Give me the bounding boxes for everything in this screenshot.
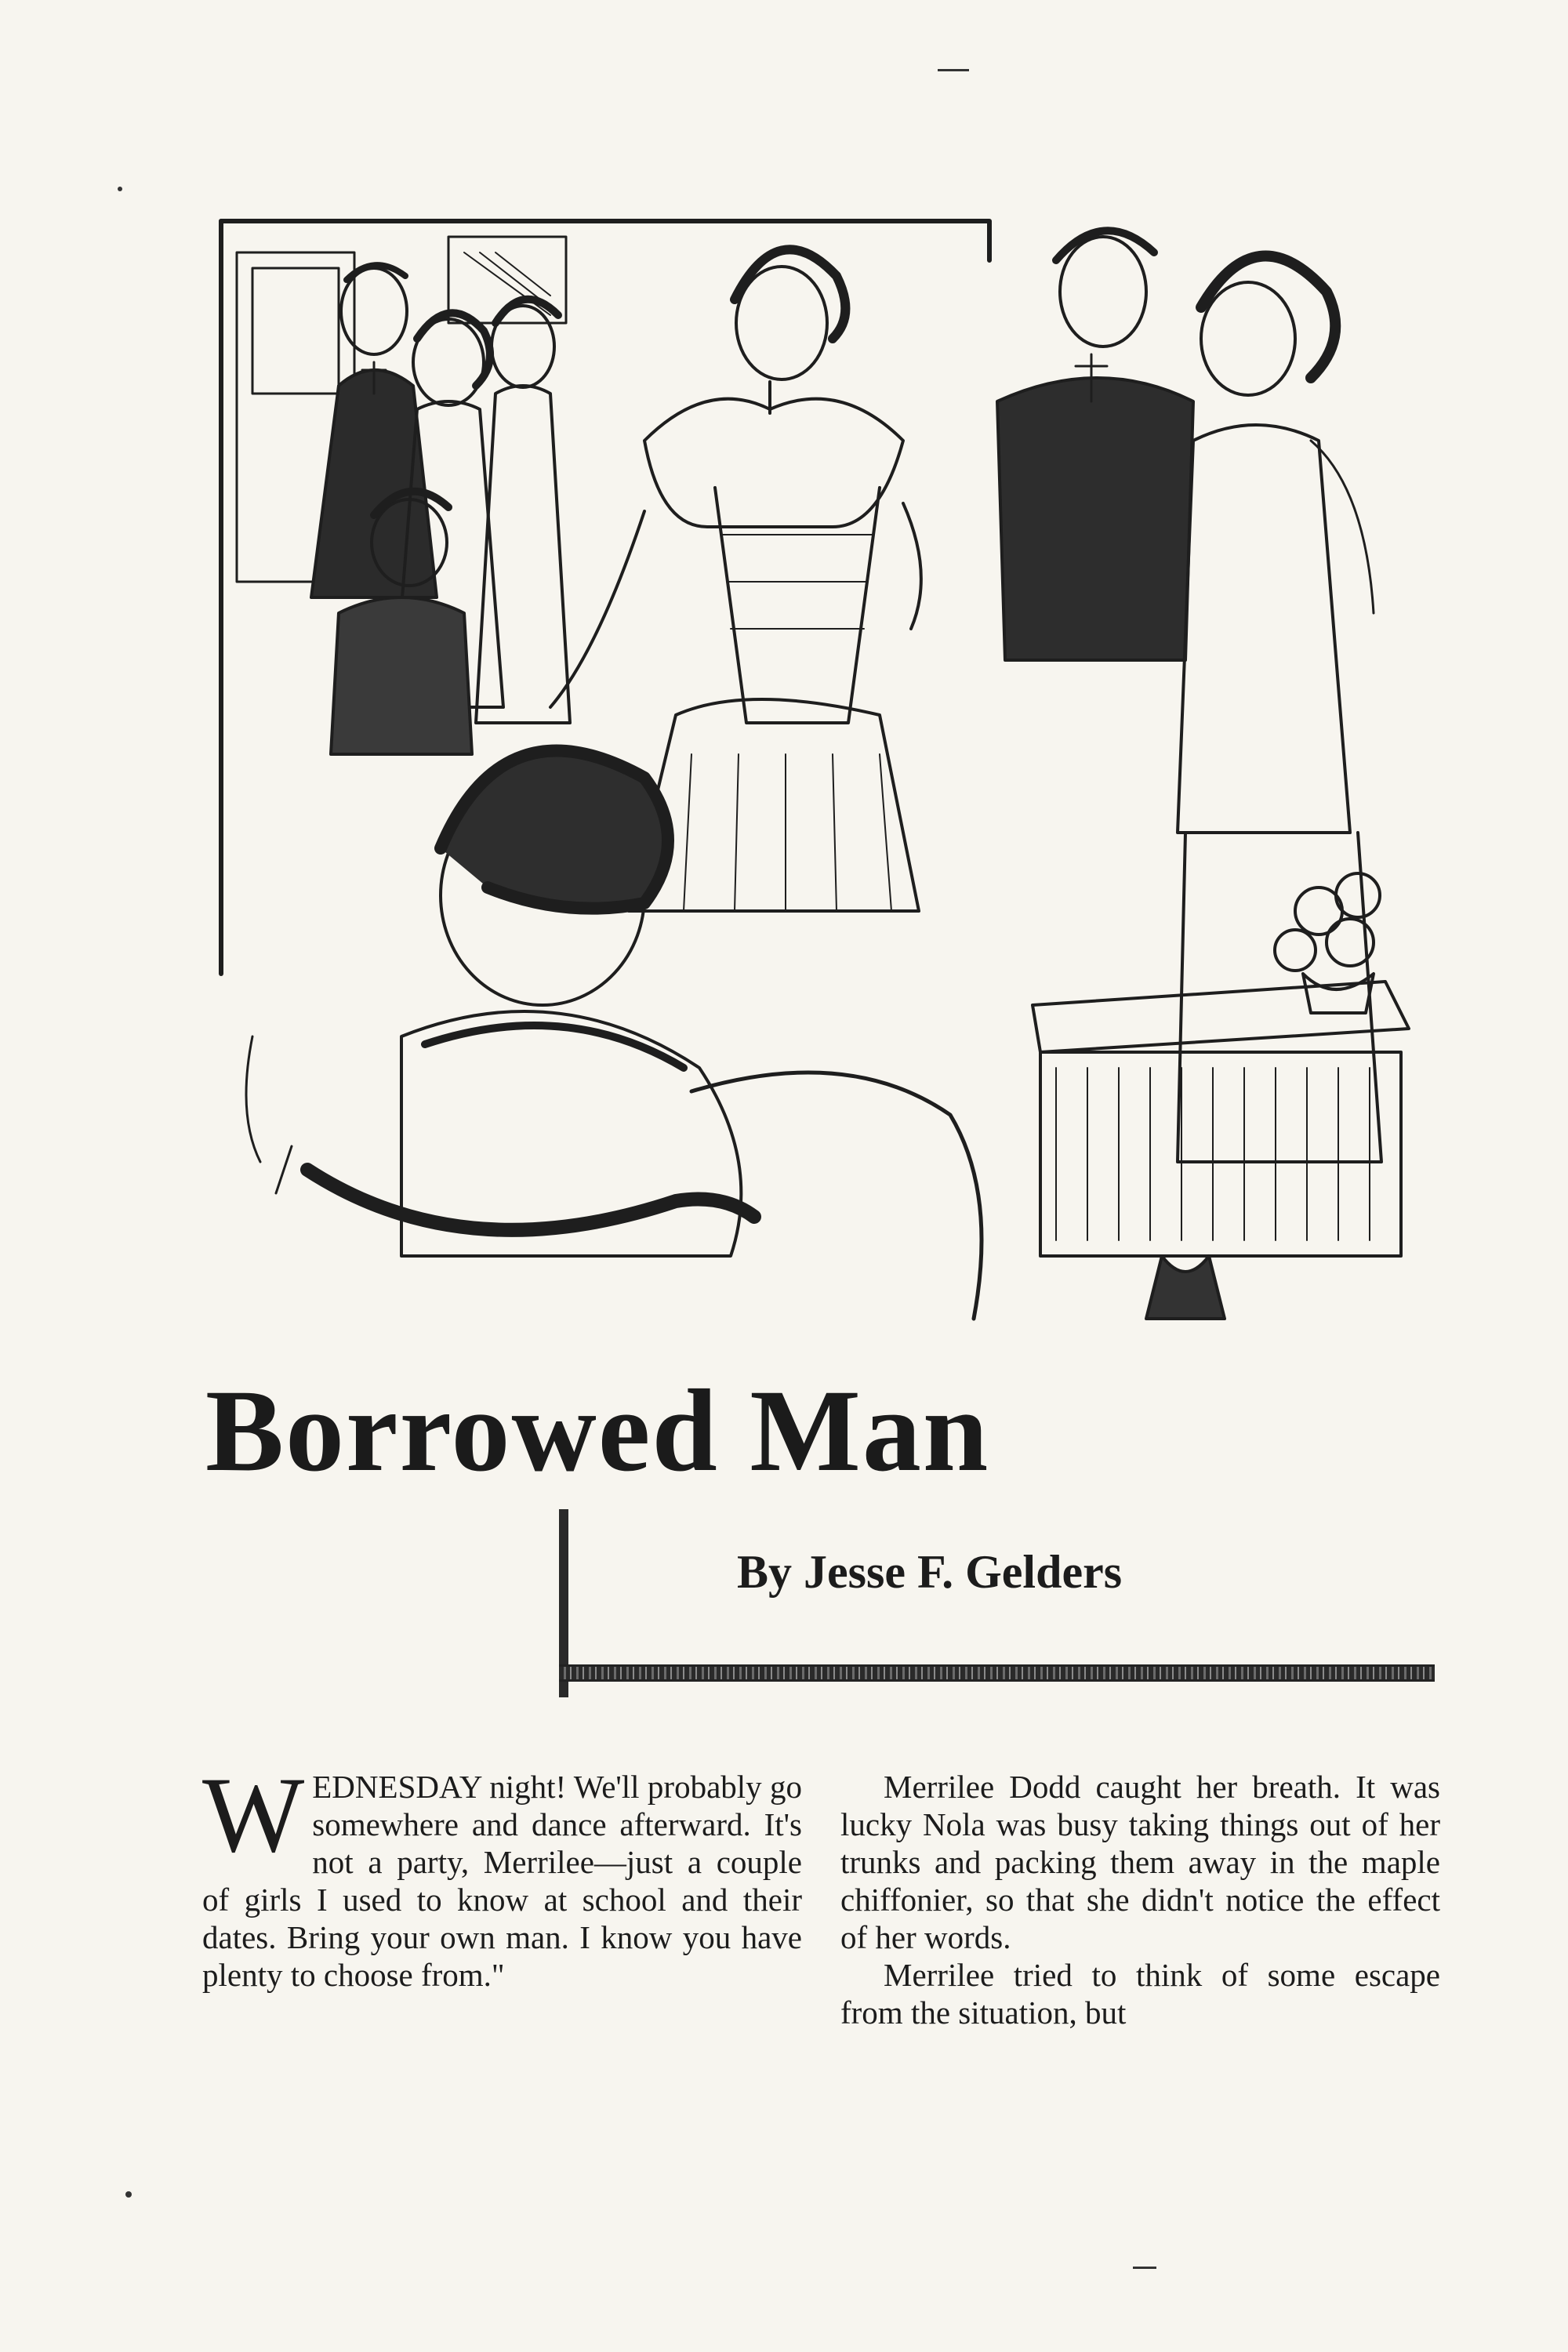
text-column-left [202,1755,802,1994]
print-speck [118,187,122,191]
print-speck [1133,2267,1156,2269]
print-speck [125,2191,132,2198]
story-title: Borrowed Man [205,1366,990,1496]
party-illustration [205,205,1435,1334]
print-speck [938,69,969,71]
author-byline: By Jesse F. Gelders [737,1546,1123,1598]
paragraph-merrilee-breath: Merrilee Dodd caught her breath. It was lucky Nola was busy taking things out of her trunks and packing them away in the maple chiffonier, so that she didn't notice the effect of her words. [840,1769,1440,1955]
byline-horizontal-rule [559,1664,1435,1682]
text-column-right [840,1768,1440,2031]
drop-cap: W [202,1755,305,1875]
opening-paragraph-text: EDNESDAY night! We'll probably go somewhere and dance afterward. It's not a party, Merrilee—just a couple of girls I used to know at school and their dates. Bring your own man. I know you have plenty to choose from." [202,1769,802,1993]
paragraph-merrilee-escape: Merrilee tried to think of some escape from the situation, but [840,1957,1440,2031]
opening-paragraph [202,1755,802,1994]
